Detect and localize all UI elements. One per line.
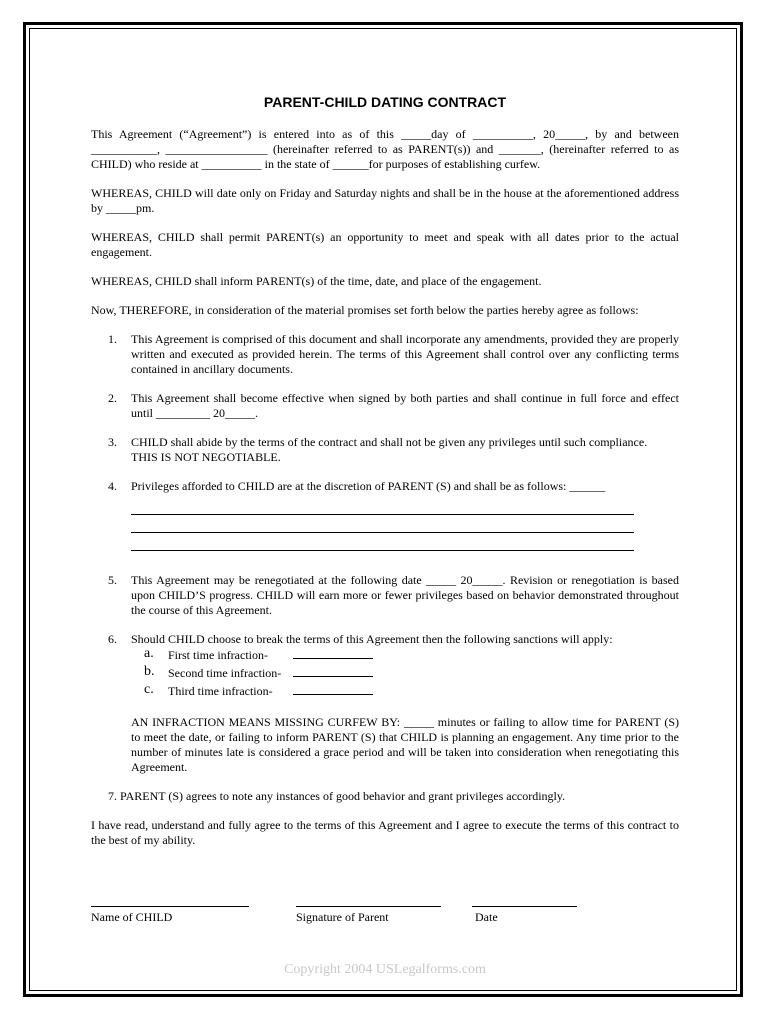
blank-line <box>131 497 634 515</box>
sanction-list <box>131 647 679 701</box>
document-title: PARENT-CHILD DATING CONTRACT <box>263 94 507 110</box>
blank-line <box>293 647 373 659</box>
date-caption: Date <box>475 910 498 924</box>
parent-signature-caption: Signature of Parent <box>296 910 389 924</box>
signature-row <box>91 888 679 928</box>
sanction-letter: b. <box>144 664 155 679</box>
sanction-label: First time infraction- <box>168 648 268 662</box>
clause-text: Privileges afforded to CHILD are at the discretion of PARENT (S) and shall be as follows: ______ <box>131 479 606 493</box>
clause-5 <box>91 573 679 618</box>
blank-line <box>131 515 634 533</box>
clause-text: This Agreement may be renegotiated at the following date _____ 20_____. Revision or renegotiation is based upon CHILD’S progress. CHILD will earn more or fewer privileges based on behavior demonstrated throughout the course of this Agreement. <box>131 573 679 617</box>
sanction-item <box>131 647 679 665</box>
clause-number: 4. <box>108 479 117 493</box>
clause-3 <box>91 435 679 465</box>
clause-text: CHILD shall abide by the terms of the contract and shall not be given any privileges until such compliance. <box>131 435 648 449</box>
clause-number: 3. <box>108 435 117 449</box>
copyright-watermark: Copyright 2004 USLegalforms.com <box>284 962 486 977</box>
child-name-caption: Name of CHILD <box>91 910 173 924</box>
clause-6 <box>91 632 679 775</box>
privileges-blank-lines <box>131 497 679 551</box>
signature-line <box>91 888 249 907</box>
clause-1 <box>91 332 679 377</box>
signature-line <box>472 888 577 907</box>
signature-line <box>296 888 441 907</box>
child-signature-block <box>91 888 249 925</box>
intro-paragraph: This Agreement (“Agreement”) is entered into as of this _____day of __________, 20_____, by and between ___________, _________________ (hereinafter referred to as PARENT(s)) and _______, (hereinafter referred to as CHILD) who reside at __________ in the state of ______for purposes of establishing curfew. <box>91 127 679 171</box>
blank-line <box>293 683 373 695</box>
clause-number: 6. <box>108 632 117 646</box>
whereas-curfew: WHEREAS, CHILD will date only on Friday and Saturday nights and shall be in the house at the aforementioned address by _____pm. <box>91 186 679 215</box>
acknowledgement-paragraph: I have read, understand and fully agree to the terms of this Agreement and I agree to execute the terms of this contract to the best of my ability. <box>91 818 679 847</box>
date-block <box>472 888 577 925</box>
infraction-note: AN INFRACTION MEANS MISSING CURFEW BY: _____ minutes or failing to allow time for PARENT (S) to meet the date, or failing to inform PARENT (S) that CHILD is planning an engagement. Any time prior to the number of minutes late is considered a grace period and will be taken into consideration when renegotiating this Agreement. <box>131 715 679 774</box>
sanction-item <box>131 683 679 701</box>
clause-text: This Agreement is comprised of this document and shall incorporate any amendments, provided they are properly written and executed as provided herein. The terms of this Agreement shall control over any conflicting terms contained in ancillary documents. <box>131 332 679 376</box>
sanction-letter: c. <box>144 682 154 697</box>
parent-signature-block <box>296 888 441 925</box>
clause-4 <box>91 479 679 551</box>
therefore-paragraph: Now, THEREFORE, in consideration of the material promises set forth below the parties hereby agree as follows: <box>91 303 639 317</box>
sanction-item <box>131 665 679 683</box>
sanction-label: Third time infraction- <box>168 684 273 698</box>
sanction-label: Second time infraction- <box>168 666 282 680</box>
contract-document <box>91 93 679 928</box>
clause-number: 2. <box>108 391 117 405</box>
sanction-letter: a. <box>144 646 154 661</box>
clause-text: This Agreement shall become effective when signed by both parties and shall continue in full force and effect until _________ 20_____. <box>131 391 679 420</box>
clause-number: 1. <box>108 332 117 346</box>
clause-text: Should CHILD choose to break the terms of this Agreement then the following sanctions will apply: <box>131 632 613 646</box>
clause-number: 5. <box>108 573 117 587</box>
whereas-meet-dates: WHEREAS, CHILD shall permit PARENT(s) an opportunity to meet and speak with all dates prior to the actual engagement. <box>91 230 679 259</box>
blank-line <box>131 533 634 551</box>
blank-line <box>293 665 373 677</box>
not-negotiable-note: THIS IS NOT NEGOTIABLE. <box>131 450 281 464</box>
whereas-inform: WHEREAS, CHILD shall inform PARENT(s) of the time, date, and place of the engagement. <box>91 274 542 288</box>
clause-2 <box>91 391 679 421</box>
clause-list <box>91 332 679 775</box>
clause-7: 7. PARENT (S) agrees to note any instances of good behavior and grant privileges accordingly. <box>108 789 566 803</box>
